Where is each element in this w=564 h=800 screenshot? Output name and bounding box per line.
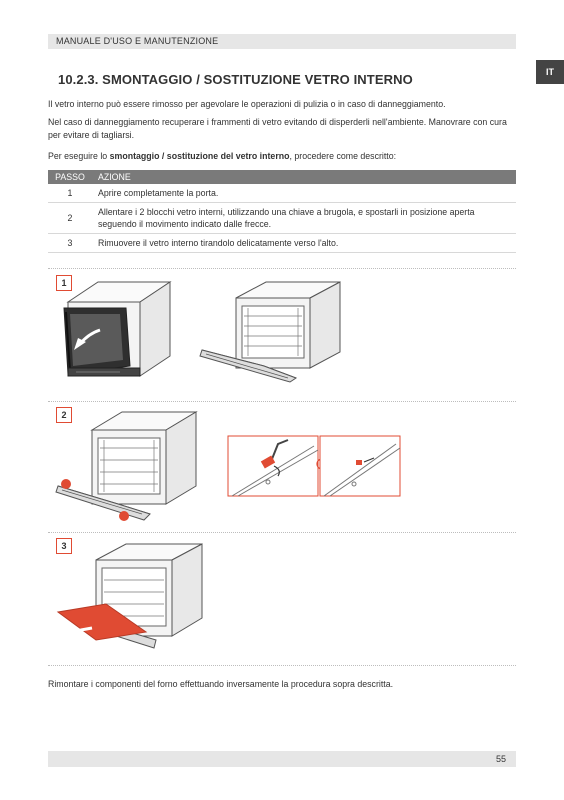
- remove-inner-glass-illustration: [56, 540, 208, 658]
- header-step: PASSO: [48, 170, 92, 184]
- step-number: 1: [48, 184, 92, 203]
- manual-title: MANUALE D'USO E MANUTENZIONE: [56, 36, 219, 46]
- divider: [48, 401, 516, 402]
- step-badge-1: 1: [56, 275, 72, 291]
- header-action: AZIONE: [92, 170, 516, 184]
- steps-table: [48, 170, 516, 253]
- detail-open-position-illustration: [320, 436, 400, 496]
- page-number: 55: [495, 754, 506, 764]
- table-header-row: [48, 170, 516, 184]
- running-footer: [48, 751, 516, 767]
- divider: [48, 268, 516, 269]
- running-header: [48, 34, 516, 49]
- step-badge-2: 2: [56, 407, 72, 423]
- intro-paragraph: Il vetro interno può essere rimosso per agevolare le operazioni di pulizia o in caso di danneggiamento.: [48, 99, 446, 109]
- table-row: [48, 184, 516, 203]
- procedure-prefix: Per eseguire lo: [48, 151, 110, 161]
- language-tab[interactable]: IT: [536, 60, 564, 84]
- divider: [48, 665, 516, 666]
- detail-loosen-illustration: [228, 436, 318, 496]
- oven-glass-blocks-illustration: [56, 408, 206, 526]
- table-row: [48, 203, 516, 234]
- oven-door-open-illustration: [200, 278, 350, 390]
- table-row: [48, 234, 516, 253]
- procedure-paragraph: [48, 150, 518, 163]
- procedure-suffix: , procedere come descritto:: [289, 151, 397, 161]
- section-title: 10.2.3. SMONTAGGIO / SOSTITUZIONE VETRO INTERNO: [58, 72, 413, 87]
- warning-paragraph: Nel caso di danneggiamento recuperare i frammenti di vetro evitando di disperderli nell'ambiente. Manovrare con cura per evitare di tagliarsi.: [48, 117, 507, 140]
- procedure-bold: smontaggio / sostituzione del vetro interno: [109, 151, 290, 161]
- step-action: Allentare i 2 blocchi vetro interni, utilizzando una chiave a brugola, e spostarli in posizione aperta seguendo il movimento indicato dalle frecce.: [92, 203, 516, 234]
- divider: [48, 532, 516, 533]
- step-action: Rimuovere il vetro interno tirandolo delicatamente verso l'alto.: [92, 234, 516, 253]
- step-number: 2: [48, 203, 92, 234]
- step-number: 3: [48, 234, 92, 253]
- oven-door-closed-illustration: [60, 278, 190, 390]
- closing-paragraph: Rimontare i componenti del forno effettuando inversamente la procedura sopra descritta.: [48, 679, 394, 689]
- step-action: Aprire completamente la porta.: [92, 184, 516, 203]
- step-badge-3: 3: [56, 538, 72, 554]
